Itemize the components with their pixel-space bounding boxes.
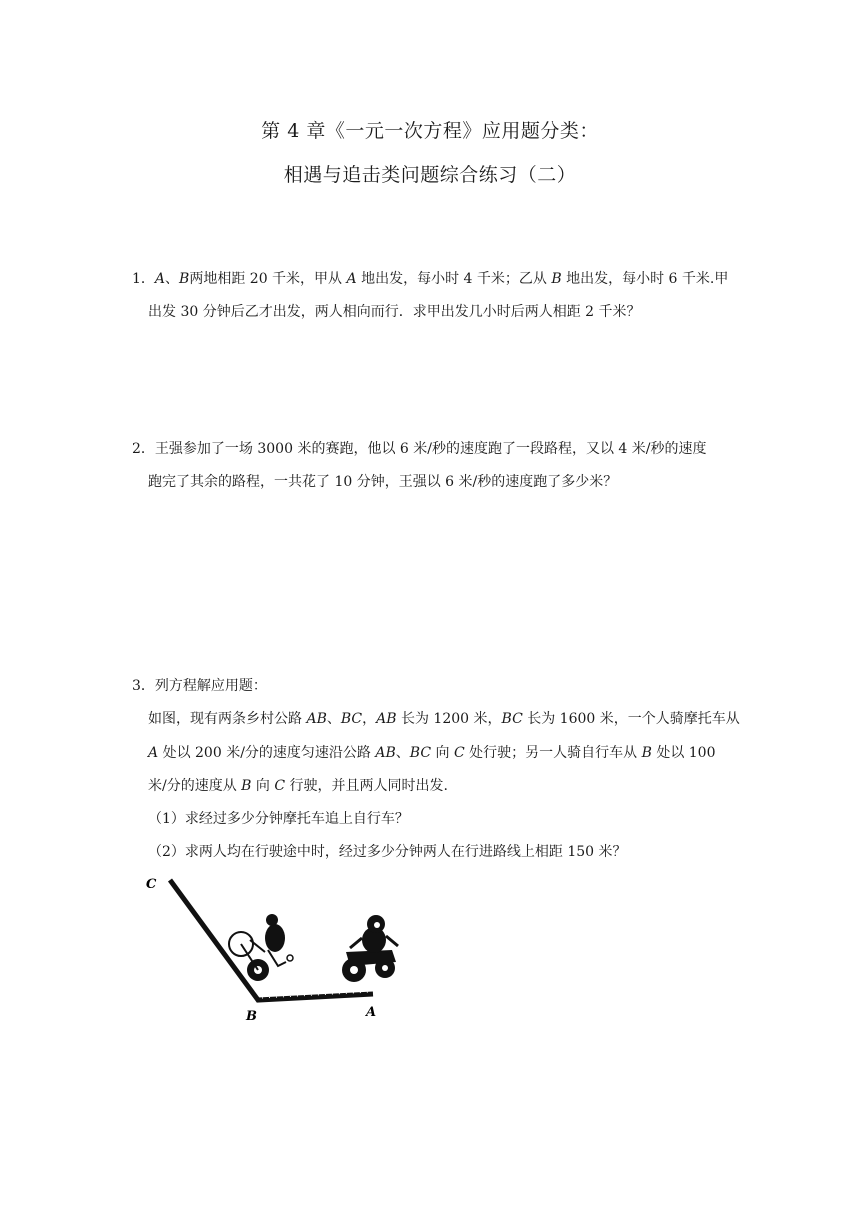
- question-2-line-1: 2．王强参加了一场 3000 米的赛跑，他以 6 米/秒的速度跑了一段路程，又以 4 米/秒的速度: [132, 441, 707, 457]
- road-figure: [140, 870, 400, 1030]
- point-a-label: A: [366, 1005, 377, 1020]
- question-3-sub-1: （1）求经过多少分钟摩托车追上自行车？: [148, 811, 409, 827]
- question-number: 3．: [132, 678, 155, 694]
- question-3-sub-2: （2）求两人均在行驶途中时，经过多少分钟两人在行进路线上相距 150 米？: [148, 844, 627, 860]
- question-1-line-2: 出发 30 分钟后乙才出发，两人相向而行．求甲出发几小时后两人相距 2 千米？: [148, 304, 641, 320]
- motorcycle-rider-icon: [342, 915, 398, 982]
- title-line-1: 第 4 章《一元一次方程》应用题分类：: [261, 120, 599, 142]
- question-3-line-2: A 处以 200 米/分的速度匀速沿公路 AB、BC 向 C 处行驶；另一人骑自行车从 B 处以 100: [148, 745, 716, 761]
- question-1-line-1: 1．A、B两地相距 20 千米，甲从 A 地出发，每小时 4 千米；乙从 B 地出发，每小时 6 千米.甲: [132, 271, 729, 287]
- question-3-line-3: 米/分的速度从 B 向 C 行驶，并且两人同时出发.: [148, 778, 448, 794]
- question-number: 1．: [132, 271, 155, 287]
- question-3-heading: 3．列方程解应用题：: [132, 678, 267, 694]
- title-line-2: 相遇与追击类问题综合练习（二）: [283, 164, 577, 186]
- point-b-label: B: [246, 1009, 257, 1024]
- question-3-line-1: 如图，现有两条乡村公路 AB、BC，AB 长为 1200 米，BC 长为 1600 米，一个人骑摩托车从: [148, 711, 740, 727]
- question-2-line-2: 跑完了其余的路程，一共花了 10 分钟，王强以 6 米/秒的速度跑了多少米？: [148, 474, 618, 490]
- question-number: 2．: [132, 441, 155, 457]
- point-c-label: C: [146, 877, 157, 892]
